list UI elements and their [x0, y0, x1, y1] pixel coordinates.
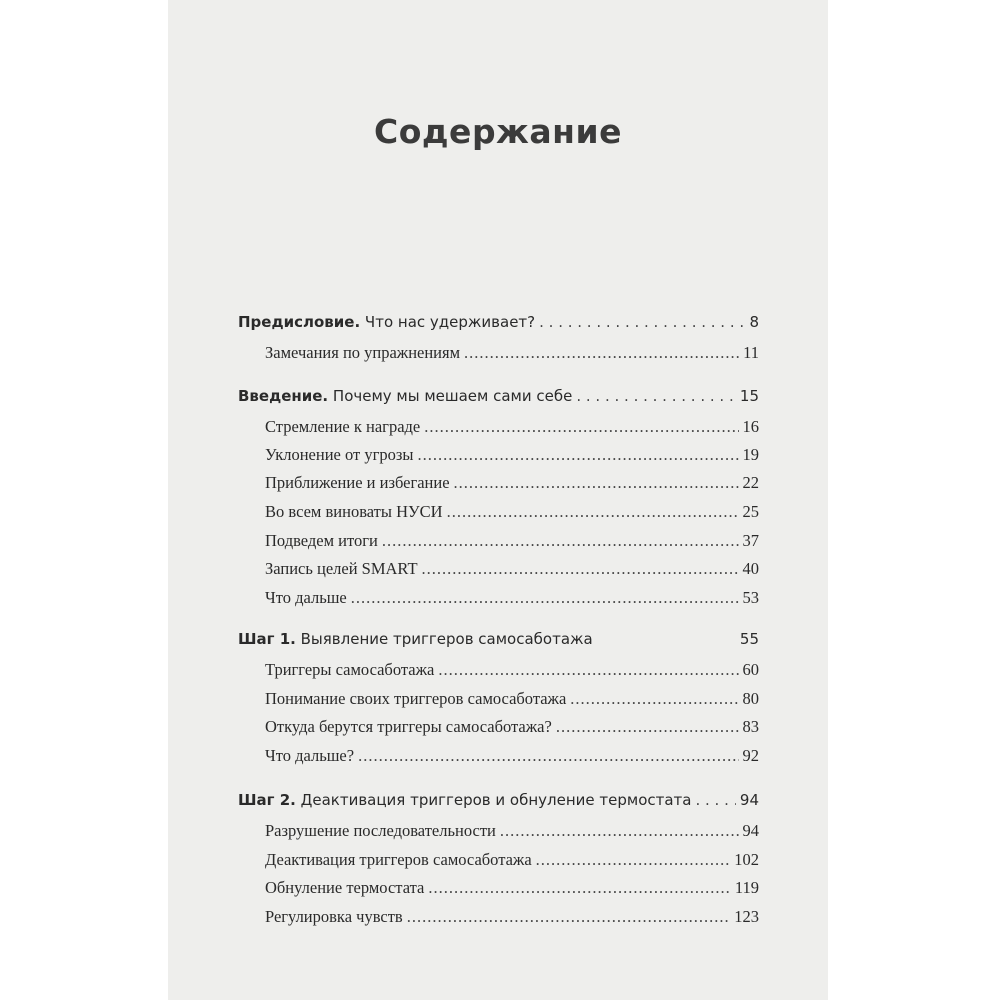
- entry-title: Во всем виноваты НУСИ: [265, 502, 443, 521]
- page-number: 16: [742, 417, 759, 436]
- toc-entry: [265, 715, 759, 739]
- toc-entry: [265, 415, 759, 439]
- chapter-title: Деактивация триггеров и обнуление термостата: [295, 791, 692, 809]
- toc-entry: [265, 557, 759, 581]
- dot-leader: [464, 341, 739, 365]
- dot-leader: [351, 586, 739, 610]
- dot-leader: [539, 310, 745, 334]
- entry-title: Регулировка чувств: [265, 907, 403, 926]
- chapter-title: Почему мы мешаем сами себе: [328, 387, 573, 405]
- dot-leader: [438, 658, 738, 682]
- dot-leader: [422, 557, 739, 581]
- page-number: 83: [742, 717, 759, 736]
- book-page: [168, 0, 828, 1000]
- dot-leader: [407, 905, 731, 929]
- entry-title: Откуда берутся триггеры самосаботажа?: [265, 717, 552, 736]
- page-number: 8: [749, 313, 759, 331]
- table-of-contents: [168, 0, 828, 1000]
- toc-entry: [265, 500, 759, 524]
- toc-entry: [265, 744, 759, 768]
- dot-leader: [382, 529, 739, 553]
- toc-label: [238, 310, 535, 334]
- toc-entry: [265, 687, 759, 711]
- toc-label: [238, 788, 691, 812]
- entry-title: Что дальше?: [265, 746, 355, 765]
- page-number: 94: [742, 821, 759, 840]
- toc-entry: [265, 848, 759, 872]
- entry-title: Замечания по упражнениям: [265, 343, 461, 362]
- toc-entry: [265, 819, 759, 843]
- page-number: 60: [742, 660, 759, 679]
- entry-title: Уклонение от угрозы: [265, 445, 414, 464]
- entry-title: Что дальше: [265, 588, 347, 607]
- page-number: 37: [742, 531, 759, 550]
- page-number: 123: [734, 907, 759, 926]
- dot-leader: [570, 687, 738, 711]
- entry-title: Приближение и избегание: [265, 473, 450, 492]
- toc-entry: [265, 529, 759, 553]
- chapter-prefix: Шаг 2.: [238, 791, 296, 809]
- entry-title: Деактивация триггеров самосаботажа: [265, 850, 532, 869]
- dot-leader: [454, 471, 739, 495]
- dot-leader: [536, 848, 731, 872]
- toc-entry: [265, 586, 759, 610]
- toc-entry: [265, 658, 759, 682]
- page-number: 25: [742, 502, 759, 521]
- dot-leader: [358, 744, 738, 768]
- entry-title: Триггеры самосаботажа: [265, 660, 435, 679]
- toc-label: [238, 627, 593, 651]
- page-number: 22: [742, 473, 759, 492]
- chapter-title: Выявление триггеров самосаботажа: [295, 630, 593, 648]
- entry-title: Запись целей SMART: [265, 559, 418, 578]
- dot-leader: [417, 443, 738, 467]
- chapter-prefix: Шаг 1.: [238, 630, 296, 648]
- toc-entry: [265, 905, 759, 929]
- dot-leader: [556, 715, 739, 739]
- chapter-title: Что нас удерживает?: [360, 313, 536, 331]
- page-number: 94: [739, 791, 759, 809]
- page-number: 102: [734, 850, 759, 869]
- chapter-prefix: Предисловие.: [238, 313, 361, 331]
- entry-title: Понимание своих триггеров самосаботажа: [265, 689, 567, 708]
- toc-entry: [265, 443, 759, 467]
- toc-chapter: [238, 788, 759, 812]
- toc-entry: [265, 876, 759, 900]
- dot-leader: [428, 876, 731, 900]
- toc-chapter: [238, 384, 759, 408]
- dot-leader: [695, 788, 735, 812]
- page-number: 19: [742, 445, 759, 464]
- dot-leader: [424, 415, 738, 439]
- page-number: 15: [739, 387, 759, 405]
- toc-entry: [265, 341, 759, 365]
- dot-leader: [500, 819, 739, 843]
- entry-title: Обнуление термостата: [265, 878, 425, 897]
- page-number: 119: [734, 878, 759, 897]
- chapter-prefix: Введение.: [238, 387, 329, 405]
- dot-leader: [576, 384, 736, 408]
- entry-title: Стремление к награде: [265, 417, 421, 436]
- page-number: 53: [742, 588, 759, 607]
- page-title: Содержание: [374, 112, 622, 151]
- page-number: 40: [742, 559, 759, 578]
- entry-title: Подведем итоги: [265, 531, 378, 550]
- page-number: 92: [742, 746, 759, 765]
- toc-entry: [265, 471, 759, 495]
- page-number: 55: [739, 630, 759, 648]
- toc-chapter: [238, 310, 759, 334]
- page-number: 80: [742, 689, 759, 708]
- toc-chapter: [238, 627, 759, 651]
- page-number: 11: [743, 343, 759, 362]
- dot-leader: [447, 500, 739, 524]
- toc-label: [238, 384, 572, 408]
- entry-title: Разрушение последовательности: [265, 821, 496, 840]
